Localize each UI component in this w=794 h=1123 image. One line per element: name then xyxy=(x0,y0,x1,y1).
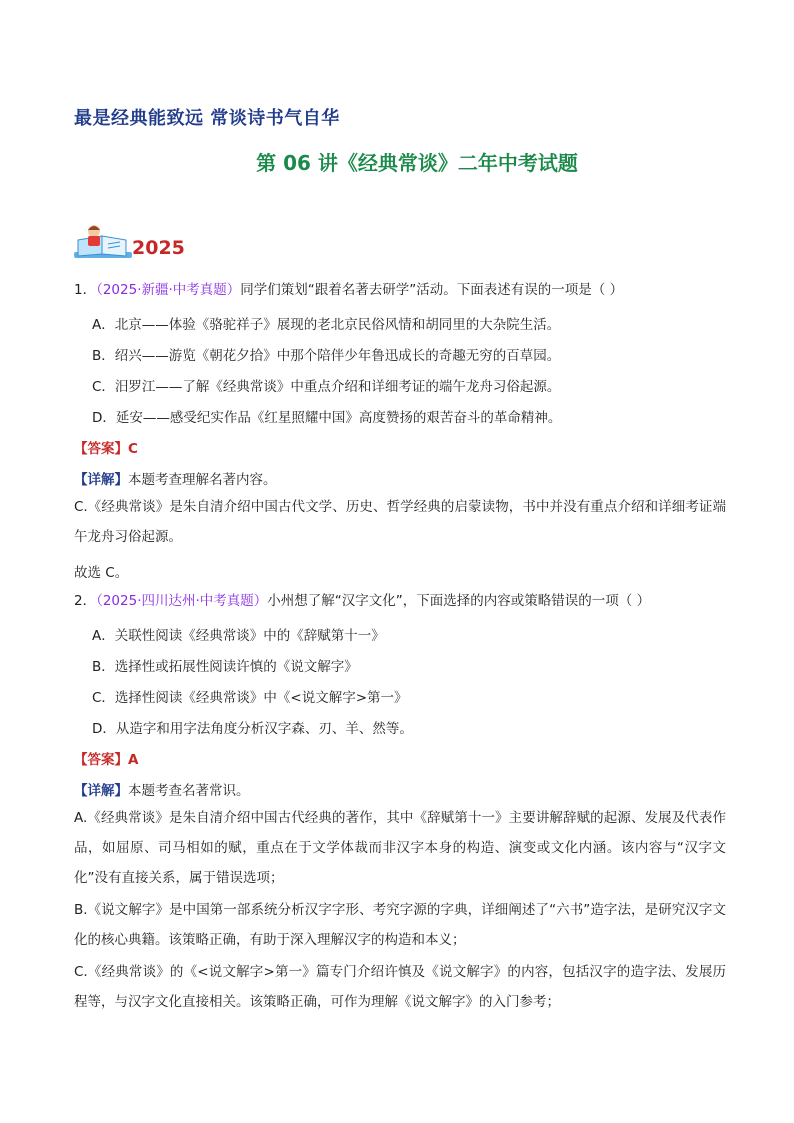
answer-tag: 【答案】 xyxy=(74,752,128,768)
option-d: D．延安——感受纪实作品《红星照耀中国》高度赞扬的艰苦奋斗的革命精神。 xyxy=(92,410,562,426)
answer-value: A xyxy=(128,752,139,768)
page-title: 第 06 讲《经典常谈》二年中考试题 xyxy=(256,151,578,175)
option-b: B．绍兴——游览《朝花夕拾》中那个陪伴少年鲁迅成长的奇趣无穷的百草园。 xyxy=(92,348,561,364)
question-number: 1． xyxy=(74,282,97,298)
option-d: D．从造字和用字法角度分析汉字森、刃、羊、然等。 xyxy=(92,721,413,737)
explanation-paragraph: C.《经典常谈》是朱自清介绍中国古代文学、历史、哲学经典的启蒙读物，书中并没有重点介绍和详细考证端午龙舟习俗起源。 xyxy=(74,499,726,545)
detail-tag: 【详解】 xyxy=(74,472,128,488)
answer-tag: 【答案】 xyxy=(74,441,128,457)
question-source: （2025·四川达州·中考真题） xyxy=(96,593,268,609)
question-number: 2． xyxy=(74,593,97,609)
explanation-c: C.《经典常谈》的《<说文解字>第一》篇专门介绍许慎及《说文解字》的内容，包括汉字的造字法、发展历程等，与汉字文化直接相关。该策略正确，可作为理解《说文解字》的入门参考； xyxy=(74,964,726,1010)
explanation-b: B.《说文解字》是中国第一部系统分析汉字字形、考究字源的字典，详细阐述了“六书”造字法，是研究汉字文化的核心典籍。该策略正确，有助于深入理解汉字的构造和本义； xyxy=(74,902,726,948)
question-stem: 同学们策划“跟着名著去研学”活动。下面表述有误的一项是（ ） xyxy=(240,282,624,298)
option-b: B．选择性或拓展性阅读许慎的《说文解字》 xyxy=(92,659,358,675)
conclusion: 故选 C。 xyxy=(74,565,129,581)
detail-line xyxy=(74,468,277,488)
detail-line xyxy=(74,779,250,799)
detail-text: 本题考查名著常识。 xyxy=(128,783,250,799)
option-a: A．北京——体验《骆驼祥子》展现的老北京民俗风情和胡同里的大杂院生活。 xyxy=(92,317,561,333)
answer-line xyxy=(74,437,138,457)
question-source: （2025·新疆·中考真题） xyxy=(96,282,241,298)
question-1 xyxy=(74,281,623,299)
year-badge: 2025 xyxy=(132,237,185,259)
option-c: C．汨罗江——了解《经典常谈》中重点介绍和详细考证的端午龙舟习俗起源。 xyxy=(92,379,561,395)
series-slogan: 最是经典能致远 常谈诗书气自华 xyxy=(74,108,340,129)
question-stem: 小州想了解“汉字文化”，下面选择的内容或策略错误的一项（ ） xyxy=(267,593,651,609)
option-c: C．选择性阅读《经典常谈》中《<说文解字>第一》 xyxy=(92,690,408,706)
answer-line xyxy=(74,748,138,768)
question-2 xyxy=(74,592,650,610)
detail-tag: 【详解】 xyxy=(74,783,128,799)
answer-value: C xyxy=(128,441,138,457)
explanation-a: A.《经典常谈》是朱自清介绍中国古代经典的著作，其中《辞赋第十一》主要讲解辞赋的起源、发展及代表作品，如屈原、司马相如的赋，重点在于文学体裁而非汉字本身的构造、演变或文化内涵。该内容与“汉字文化”没有直接关系，属于错误选项； xyxy=(74,810,726,886)
option-a: A．关联性阅读《经典常谈》中的《辞赋第十一》 xyxy=(92,628,385,644)
detail-text: 本题考查理解名著内容。 xyxy=(128,472,277,488)
